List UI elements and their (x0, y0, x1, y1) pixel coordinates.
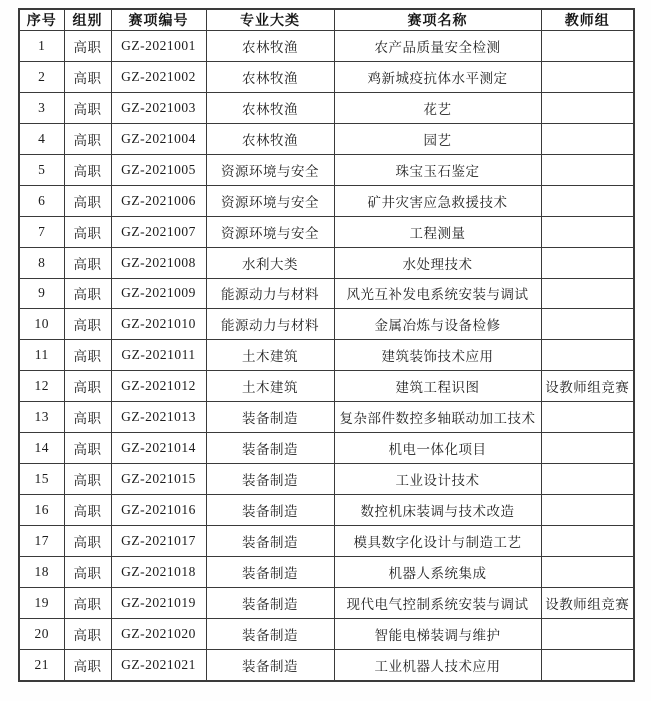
cell-seq: 7 (19, 216, 64, 247)
table-row (19, 433, 634, 464)
table-row (19, 309, 634, 340)
cell-category: 装备制造 (206, 649, 334, 681)
table-row (19, 31, 634, 62)
cell-name: 工业设计技术 (334, 464, 541, 495)
cell-code: GZ-2021001 (111, 31, 206, 62)
cell-category: 水利大类 (206, 247, 334, 278)
cell-group: 高职 (64, 402, 111, 433)
cell-name: 建筑工程识图 (334, 371, 541, 402)
cell-code: GZ-2021019 (111, 587, 206, 618)
cell-teacher (541, 123, 634, 154)
header-code: 赛项编号 (111, 9, 206, 31)
cell-seq: 15 (19, 464, 64, 495)
cell-seq: 14 (19, 433, 64, 464)
cell-name: 鸡新城疫抗体水平测定 (334, 61, 541, 92)
cell-teacher (541, 247, 634, 278)
cell-seq: 19 (19, 587, 64, 618)
cell-code: GZ-2021011 (111, 340, 206, 371)
cell-teacher (541, 402, 634, 433)
table-row (19, 402, 634, 433)
cell-teacher: 设教师组竞赛 (541, 371, 634, 402)
cell-group: 高职 (64, 618, 111, 649)
cell-group: 高职 (64, 309, 111, 340)
cell-group: 高职 (64, 31, 111, 62)
table-row (19, 185, 634, 216)
cell-name: 农产品质量安全检测 (334, 31, 541, 62)
cell-category: 装备制造 (206, 433, 334, 464)
cell-category: 土木建筑 (206, 371, 334, 402)
cell-code: GZ-2021005 (111, 154, 206, 185)
cell-name: 金属冶炼与设备检修 (334, 309, 541, 340)
cell-code: GZ-2021008 (111, 247, 206, 278)
cell-seq: 12 (19, 371, 64, 402)
cell-group: 高职 (64, 495, 111, 526)
header-group: 组别 (64, 9, 111, 31)
table-row (19, 649, 634, 681)
cell-name: 机器人系统集成 (334, 556, 541, 587)
cell-code: GZ-2021002 (111, 61, 206, 92)
table-row (19, 371, 634, 402)
table-row (19, 495, 634, 526)
competition-items-table (18, 8, 635, 682)
cell-name: 花艺 (334, 92, 541, 123)
cell-group: 高职 (64, 185, 111, 216)
cell-seq: 13 (19, 402, 64, 433)
cell-name: 数控机床装调与技术改造 (334, 495, 541, 526)
table-row (19, 61, 634, 92)
cell-group: 高职 (64, 216, 111, 247)
cell-seq: 2 (19, 61, 64, 92)
cell-category: 农林牧渔 (206, 92, 334, 123)
cell-group: 高职 (64, 433, 111, 464)
header-row (19, 9, 634, 31)
cell-category: 装备制造 (206, 464, 334, 495)
cell-category: 土木建筑 (206, 340, 334, 371)
cell-group: 高职 (64, 340, 111, 371)
cell-name: 风光互补发电系统安装与调试 (334, 278, 541, 309)
cell-teacher (541, 649, 634, 681)
cell-name: 水处理技术 (334, 247, 541, 278)
cell-group: 高职 (64, 526, 111, 557)
cell-group: 高职 (64, 649, 111, 681)
cell-name: 复杂部件数控多轴联动加工技术 (334, 402, 541, 433)
cell-code: GZ-2021018 (111, 556, 206, 587)
cell-code: GZ-2021016 (111, 495, 206, 526)
cell-teacher (541, 154, 634, 185)
cell-group: 高职 (64, 92, 111, 123)
cell-code: GZ-2021009 (111, 278, 206, 309)
cell-category: 装备制造 (206, 556, 334, 587)
table-row (19, 247, 634, 278)
cell-seq: 17 (19, 526, 64, 557)
header-category: 专业大类 (206, 9, 334, 31)
cell-seq: 8 (19, 247, 64, 278)
cell-teacher (541, 495, 634, 526)
cell-group: 高职 (64, 587, 111, 618)
cell-seq: 10 (19, 309, 64, 340)
cell-seq: 21 (19, 649, 64, 681)
cell-code: GZ-2021021 (111, 649, 206, 681)
cell-category: 装备制造 (206, 495, 334, 526)
cell-code: GZ-2021003 (111, 92, 206, 123)
table-row (19, 587, 634, 618)
cell-category: 资源环境与安全 (206, 185, 334, 216)
cell-category: 农林牧渔 (206, 123, 334, 154)
cell-code: GZ-2021004 (111, 123, 206, 154)
table-row (19, 278, 634, 309)
cell-group: 高职 (64, 556, 111, 587)
table-header (19, 9, 634, 31)
cell-category: 装备制造 (206, 587, 334, 618)
cell-name: 工程测量 (334, 216, 541, 247)
cell-seq: 16 (19, 495, 64, 526)
cell-name: 矿井灾害应急救援技术 (334, 185, 541, 216)
cell-teacher (541, 92, 634, 123)
table-row (19, 92, 634, 123)
cell-code: GZ-2021020 (111, 618, 206, 649)
cell-teacher (541, 278, 634, 309)
table-body (19, 31, 634, 682)
header-seq: 序号 (19, 9, 64, 31)
cell-teacher (541, 216, 634, 247)
cell-teacher (541, 556, 634, 587)
cell-group: 高职 (64, 123, 111, 154)
cell-category: 农林牧渔 (206, 31, 334, 62)
cell-teacher (541, 185, 634, 216)
cell-code: GZ-2021014 (111, 433, 206, 464)
cell-group: 高职 (64, 61, 111, 92)
cell-seq: 4 (19, 123, 64, 154)
cell-seq: 20 (19, 618, 64, 649)
cell-category: 装备制造 (206, 402, 334, 433)
cell-seq: 5 (19, 154, 64, 185)
cell-code: GZ-2021006 (111, 185, 206, 216)
cell-teacher (541, 433, 634, 464)
cell-teacher (541, 618, 634, 649)
table-row (19, 556, 634, 587)
cell-name: 模具数字化设计与制造工艺 (334, 526, 541, 557)
table-row (19, 154, 634, 185)
cell-teacher (541, 31, 634, 62)
table-row (19, 464, 634, 495)
table-row (19, 618, 634, 649)
cell-teacher (541, 340, 634, 371)
cell-name: 工业机器人技术应用 (334, 649, 541, 681)
cell-code: GZ-2021010 (111, 309, 206, 340)
cell-code: GZ-2021012 (111, 371, 206, 402)
cell-code: GZ-2021007 (111, 216, 206, 247)
header-teacher: 教师组 (541, 9, 634, 31)
table-row (19, 123, 634, 154)
cell-group: 高职 (64, 247, 111, 278)
cell-teacher (541, 309, 634, 340)
cell-teacher (541, 61, 634, 92)
cell-seq: 18 (19, 556, 64, 587)
cell-category: 装备制造 (206, 526, 334, 557)
cell-code: GZ-2021017 (111, 526, 206, 557)
cell-seq: 9 (19, 278, 64, 309)
cell-name: 建筑装饰技术应用 (334, 340, 541, 371)
cell-category: 能源动力与材料 (206, 278, 334, 309)
cell-seq: 1 (19, 31, 64, 62)
cell-name: 园艺 (334, 123, 541, 154)
cell-name: 机电一体化项目 (334, 433, 541, 464)
cell-code: GZ-2021015 (111, 464, 206, 495)
cell-category: 能源动力与材料 (206, 309, 334, 340)
cell-category: 资源环境与安全 (206, 154, 334, 185)
cell-name: 智能电梯装调与维护 (334, 618, 541, 649)
cell-seq: 3 (19, 92, 64, 123)
cell-category: 资源环境与安全 (206, 216, 334, 247)
cell-category: 农林牧渔 (206, 61, 334, 92)
table-row (19, 526, 634, 557)
cell-teacher (541, 526, 634, 557)
cell-group: 高职 (64, 278, 111, 309)
cell-category: 装备制造 (206, 618, 334, 649)
cell-teacher (541, 464, 634, 495)
cell-name: 现代电气控制系统安装与调试 (334, 587, 541, 618)
cell-seq: 11 (19, 340, 64, 371)
table-row (19, 216, 634, 247)
cell-name: 珠宝玉石鉴定 (334, 154, 541, 185)
cell-group: 高职 (64, 154, 111, 185)
cell-group: 高职 (64, 371, 111, 402)
table-row (19, 340, 634, 371)
cell-code: GZ-2021013 (111, 402, 206, 433)
header-name: 赛项名称 (334, 9, 541, 31)
cell-seq: 6 (19, 185, 64, 216)
cell-group: 高职 (64, 464, 111, 495)
cell-teacher: 设教师组竞赛 (541, 587, 634, 618)
